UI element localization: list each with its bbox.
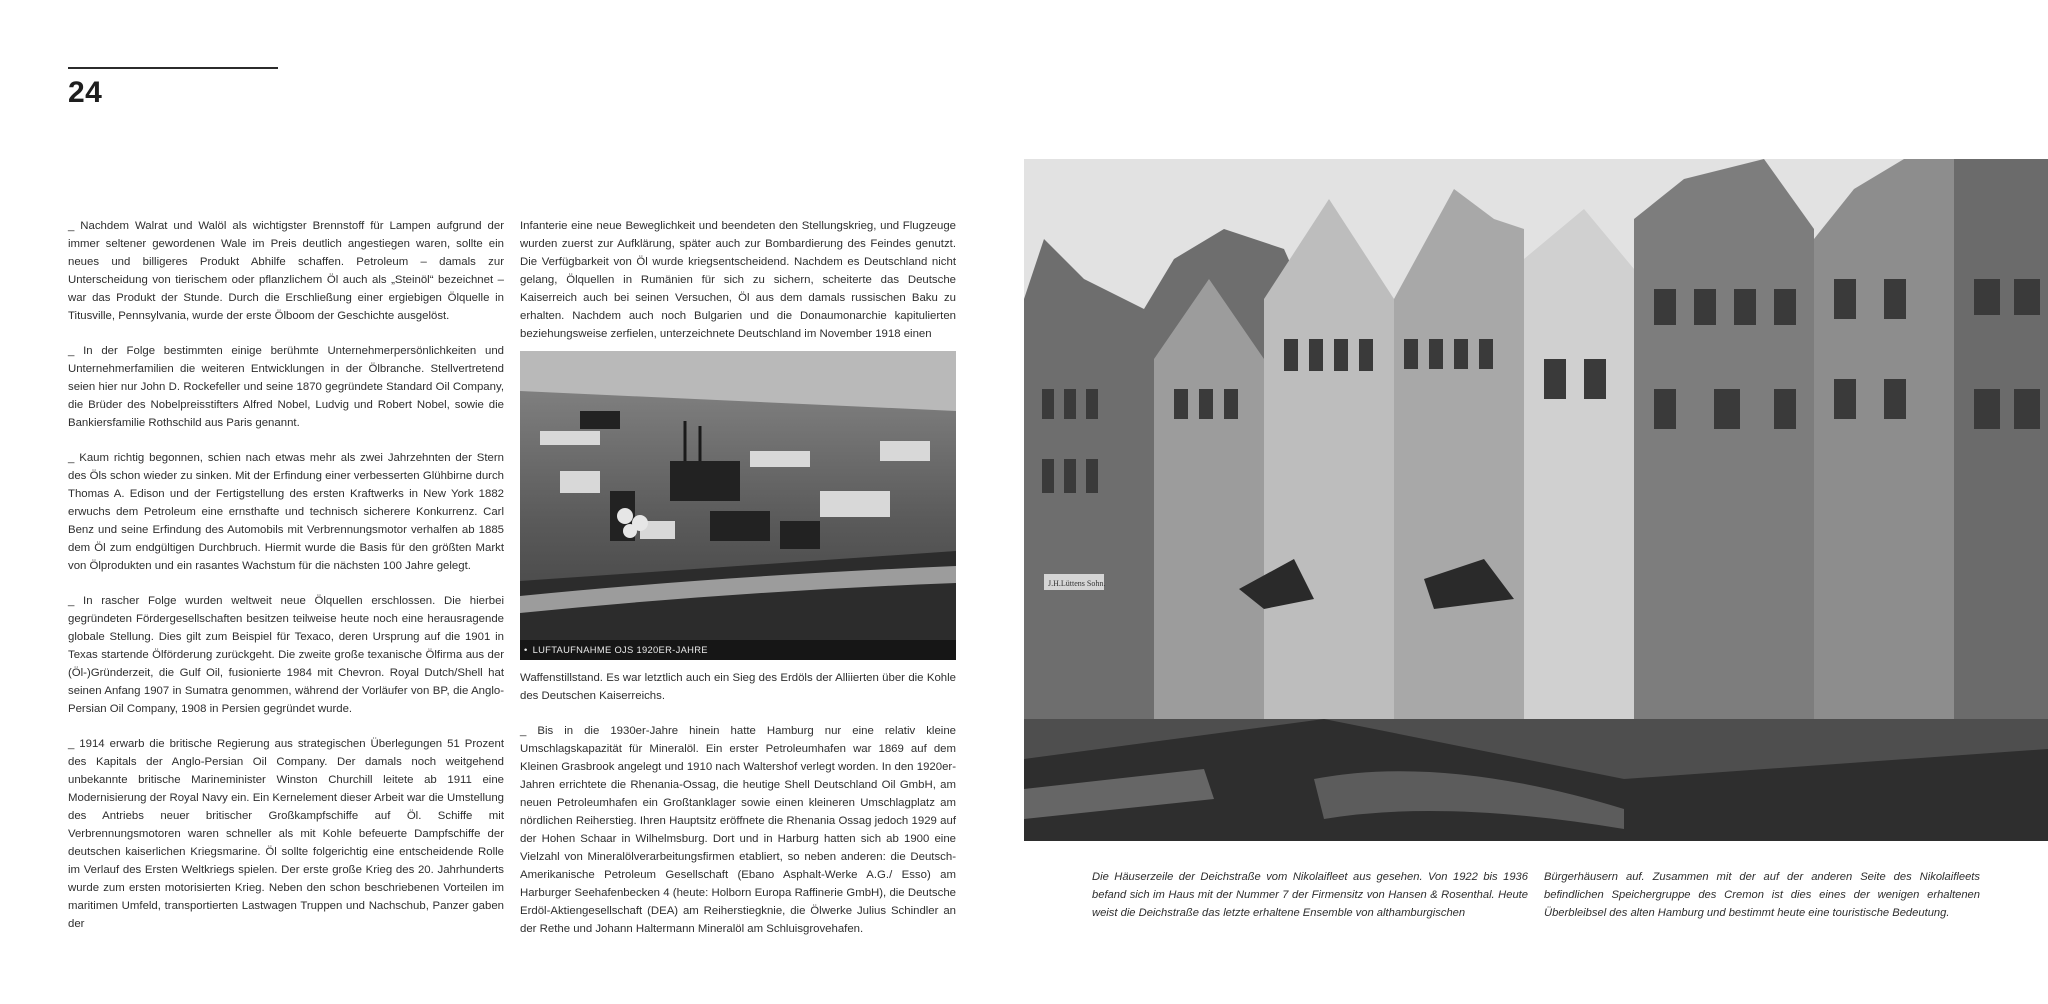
paragraph: Infanterie eine neue Beweglichkeit und beendeten den Stellungskrieg, und Flugzeuge wurden zuerst zur Aufklärung, später auch zur Bombardierung des Feindes genutzt. Die Verfügbarkeit von Öl wurde kriegsentscheidend. Nachdem es Deutschland nicht gelang, Ölquellen in Rumänien für sich zu sichern, scheiterte das Deutsche Kaiserreich auch bei seinen Versuchen, Öl aus dem damals russischen Baku zu erhalten. Nachdem auch noch Bulgarien und die Donaumonarchie kapitulierten beziehungsweise zerfielen, unterzeichnete Deutschland im November 1918 einen	[520, 220, 956, 340]
bullet-icon: •	[524, 644, 528, 655]
aerial-photo-caption: • LUFTAUFNAHME OJS 1920ER-JAHRE	[520, 640, 956, 660]
paragraph: _ In rascher Folge wurden weltweit neue Ölquellen erschlossen. Die hierbei gegründeten Fördergesellschaften besitzen teilweise heute noch eine herausragende globale Stellung. Dies gilt zum Beispiel für Texaco, deren Ursprung auf die 1901 in Texas startende Ölförderung zurückgeht. Die zweite große texanische Ölfirma aus der (Öl-)Gründerzeit, die Gulf Oil, fusionierte 1984 mit Chevron. Royal Dutch/Shell hat seinen Anfang 1907 in Sumatra genommen, während der Vorläufer von BP, die Anglo-Persian Oil Company, 1908 in Persien gegründet wurde.	[68, 595, 504, 715]
page-number: 24	[68, 76, 103, 109]
aerial-photo	[520, 351, 956, 660]
paragraph: _ 1914 erwarb die britische Regierung aus strategischen Überlegungen 51 Prozent des Kapitals der Anglo-Persian Oil Company. Der damals noch weitgehend unbekannte britische Marineminister Winston Churchill leitete ab 1911 eine Modernisierung der Royal Navy ein. Ein Kernelement dieser Arbeit war die Umstellung des Antriebs neuer britischer Großkampfschiffe auf Öl. Schiffe mit Verbrennungsmotoren waren schneller als mit Kohle befeuerte Dampfschiffe der deutschen kaiserlichen Kriegsmarine. Öl sollte folgerichtig eine entscheidende Rolle im Verlauf des Ersten Weltkriegs spielen. Der erste große Krieg des 20. Jahrhunderts wurde zum ersten motorisierten Krieg. Neben den schon beschriebenen Vorteilen im maritimen Umfeld, transportierten Lastwagen Truppen und Nachschub, Panzer gaben der	[68, 738, 504, 930]
paragraph: _ In der Folge bestimmten einige berühmte Unternehmerpersönlichkeiten und Unternehmerfamilien die weiteren Entwicklungen in der Ölbranche. Stellvertretend seien hier nur John D. Rockefeller und seine 1870 gegründete Standard Oil Company, die Brüder des Nobelpreisstifters Alfred Nobel, Ludvig und Robert Nobel, sowie die Bankiersfamilie Rothschild aus Paris genannt.	[68, 345, 504, 429]
header-rule	[68, 67, 278, 69]
paragraph: _ Nachdem Walrat und Walöl als wichtigster Brennstoff für Lampen aufgrund der immer seltener gewordenen Wale im Preis deutlich angestiegen waren, sollte ein neues und billigeres Produkt Abhilfe schaffen. Petroleum – damals zur Unterscheidung von tierischem oder pflanzlichem Öl auch als „Steinöl“ bezeichnet – war das Produkt der Stunde. Durch die Erschließung einer ergiebigen Ölquelle in Titusville, Pennsylvania, wurde der erste Ölboom der Geschichte ausgelöst.	[68, 220, 504, 322]
deichstrasse-photo-illustration	[1024, 159, 2048, 841]
text-column-middle-top	[520, 217, 956, 360]
photo-caption-right: Bürgerhäusern auf. Zusammen mit der auf der anderen Seite des Nikolaifleets befindlichen Speichergruppe des Cremon ist dies eines der wenigen erhaltenen Überbleibsel des alten Hamburg und bestimmt heute eine touristische Bedeutung.	[1544, 871, 1980, 919]
paragraph: _ Kaum richtig begonnen, schien nach etwas mehr als zwei Jahrzehnten der Stern des Öls schon wieder zu sinken. Mit der Erfindung einer verbesserten Glühbirne durch Thomas A. Edison und der Fertigstellung des ersten Kraftwerks in New York 1882 erwuchs dem Petroleum eine ernsthafte und technisch sicherere Konkurrenz. Carl Benz und seine Erfindung des Automobils mit Verbrennungsmotor verhalfen ab 1885 dem Öl zum endgültigen Durchbruch. Hiermit wurde die Basis für den größten Markt von Ölprodukten und ein rasantes Wachstum für die nächsten 100 Jahre gelegt.	[68, 452, 504, 572]
deichstrasse-photo	[1024, 159, 2048, 841]
paragraph: Waffenstillstand. Es war letztlich auch ein Sieg des Erdöls der Alliierten über die Kohle des Deutschen Kaiserreichs.	[520, 672, 956, 702]
shop-sign-text: J.H.Lüttens Sohn.	[1048, 579, 1106, 588]
photo-caption-left: Die Häuserzeile der Deichstraße vom Nikolaifleet aus gesehen. Von 1922 bis 1936 befand sich im Haus mit der Nummer 7 der Firmensitz von Hansen & Rosenthal. Heute weist die Deichstraße das letzte erhaltene Ensemble von althamburgischen	[1092, 871, 1528, 919]
paragraph: _ Bis in die 1930er-Jahre hinein hatte Hamburg nur eine relativ kleine Umschlagskapazität für Mineralöl. Ein erster Petroleumhafen war 1869 auf dem Kleinen Grasbrook angelegt und 1910 nach Waltershof verlegt worden. In den 1920er-Jahren errichtete die Rhenania-Ossag, die heutige Shell Deutschland Oil GmbH, am neuen Petroleumhafen ein Großtanklager sowie einen kleineren Umschlagplatz am nördlichen Reiherstieg. Ihren Hauptsitz eröffnete die Rhenania Ossag jedoch 1929 auf der Hohen Schaar in Wilhelmsburg. Dort und in Harburg hatten sich ab 1900 eine Vielzahl von Mineralölverarbeitungsfirmen etabliert, so neben anderen: die Deutsch-Amerikanische Petroleum Gesellschaft (Ebano Asphalt-Werke A.G./ Esso) am Harburger Seehafenbecken 4 (heute: Holborn Europa Raffinerie GmbH), die Deutsche Erdöl-Aktiengesellschaft (DEA) am Reiherstiegknie, die Ölwerke Julius Schindler an der Rethe und Johann Haltermann Mineralöl am Schluisgrovehafen.	[520, 725, 956, 935]
text-column-middle-bottom	[520, 669, 956, 955]
aerial-photo-illustration	[520, 351, 956, 660]
text-column-left	[68, 217, 504, 950]
